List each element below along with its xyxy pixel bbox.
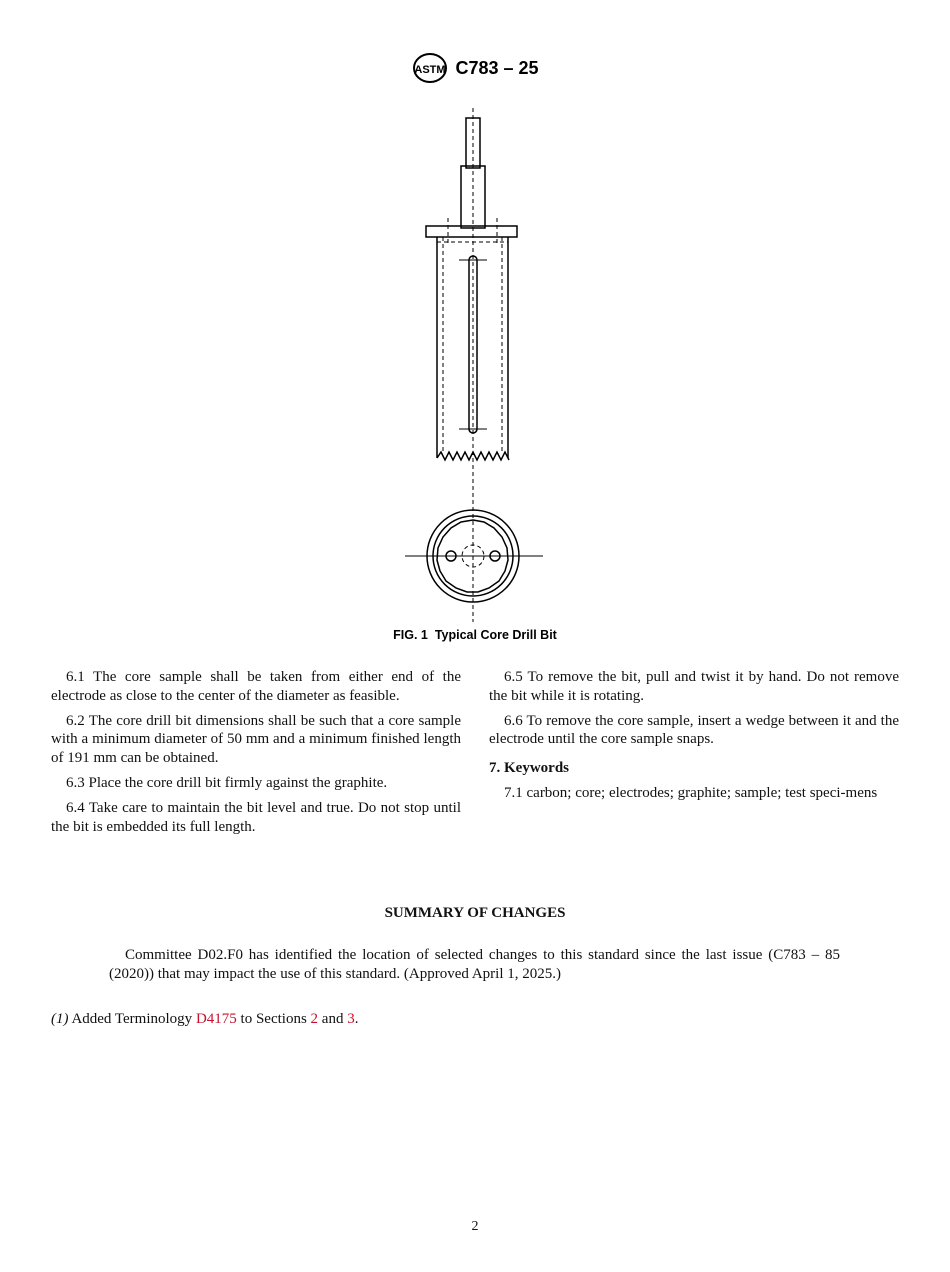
keywords-heading: 7. Keywords [489,760,569,777]
paragraph-7-1: 7.1 carbon; core; electrodes; graphite; sample; test speci-mens [504,784,878,801]
paragraph-6-3: 6.3 Place the core drill bit firmly against the graphite. [66,774,388,791]
section-3-link[interactable]: 3 [347,1011,355,1027]
paragraph-6-1: 6.1 The core sample shall be taken from either end of the electrode as close to the center of the diameter as feasible. [51,669,461,704]
drill-slot [469,256,477,433]
paragraph-6-4: 6.4 Take care to maintain the bit level and true. Do not stop until the bit is embedded its full length. [51,799,461,835]
core-drill-bit-figure [395,108,555,628]
paragraph-6-2: 6.2 The core drill bit dimensions shall be such that a core sample with a minimum diameter of 50 mm and a minimum finished length of 191 mm can be obtained. [51,712,461,767]
left-column [51,668,461,842]
figure-caption-label: FIG. 1 [393,628,428,642]
paragraph-6-6: 6.6 To remove the core sample, insert a wedge between it and the electrode until the core sample snaps. [489,712,899,748]
paragraph-6-5: 6.5 To remove the bit, pull and twist it by hand. Do not remove the bit while it is rotating. [489,669,899,704]
change-number: (1) [51,1011,69,1027]
d4175-link[interactable]: D4175 [195,1011,237,1027]
change-text: and [321,1011,344,1027]
astm-logo-text: ASTM [414,64,447,76]
figure-caption-title: Typical Core Drill Bit [434,628,557,642]
page-header [0,52,950,84]
page-number: 2 [471,1219,479,1234]
change-text: to Sections [240,1011,307,1027]
summary-title: SUMMARY OF CHANGES [384,905,566,921]
standard-designation: C783 – 25 [455,57,539,78]
change-text-end: . [354,1011,359,1027]
change-item [51,1010,901,1029]
section-2-link[interactable]: 2 [310,1011,319,1027]
figure-caption [0,628,950,642]
right-column [489,668,899,809]
drill-shank-lower [461,166,485,228]
summary-body: Committee D02.F0 has identified the location of selected changes to this standard since the last issue (C783 – 85 (2020)) that may impact the use of this standard. (Approved April 1, 2025.) [109,947,840,982]
change-text: Added Terminology [71,1011,193,1027]
astm-logo-icon [411,52,449,84]
